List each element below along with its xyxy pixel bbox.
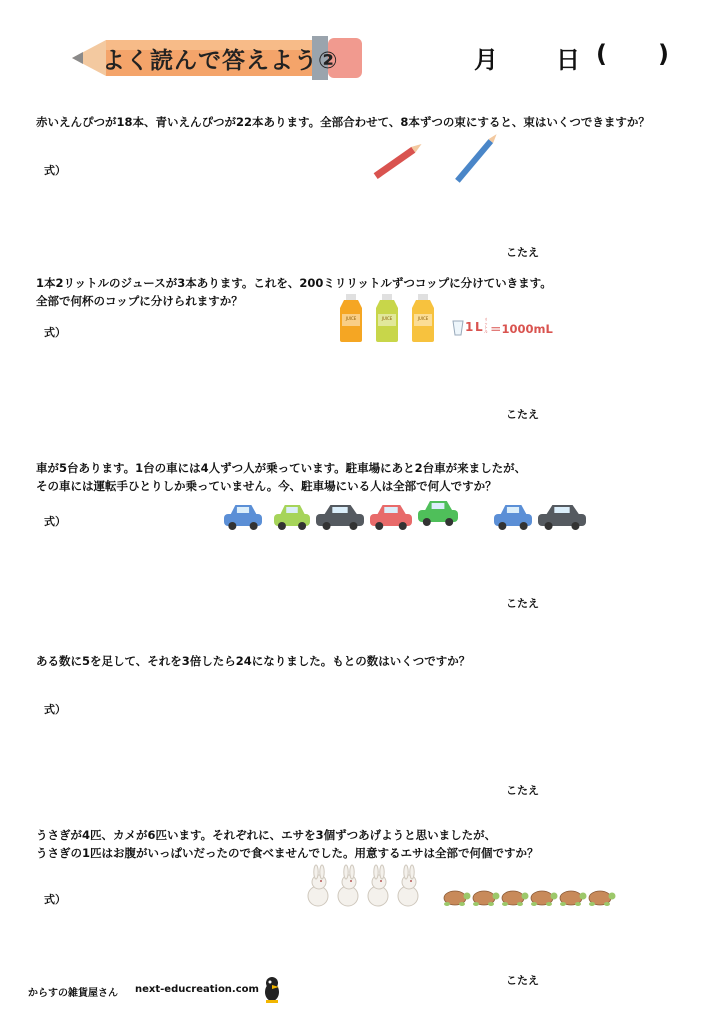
turtle-icon <box>531 891 558 906</box>
question-5-answer-label: こたえ <box>506 974 539 987</box>
crow-mascot-icon <box>262 976 282 1004</box>
question-1 <box>36 113 650 131</box>
title-banner <box>72 30 364 86</box>
day-label: 日 <box>556 46 580 74</box>
question-5-line-2: うさぎの1匹はお腹がいっぱいだったので食べませんでした。用意するエサは全部で何個ですか？ <box>36 846 539 860</box>
question-1-line-1: 赤いえんぴつが18本、青いえんぴつが22本あります。全部合わせて、8本ずつの束にすると、束はいくつできますか？ <box>36 115 650 129</box>
question-4-line-1: ある数に5を足して、それを3倍したら24になりました。もとの数はいくつですか？ <box>36 654 471 668</box>
turtle-icon <box>444 891 471 906</box>
footer-site: next-educreation.com <box>135 984 259 995</box>
question-4 <box>36 652 470 670</box>
rabbit-icon <box>338 865 358 906</box>
question-2-answer-label: こたえ <box>506 408 539 421</box>
cars-icon <box>220 498 592 532</box>
blue-pencil-icon <box>455 139 493 183</box>
month-label: 月 <box>474 46 498 74</box>
rabbit-icon <box>368 865 388 906</box>
cup-icon <box>452 320 464 336</box>
juice-label: JUICE <box>417 316 429 321</box>
juice-bottle-icon <box>340 294 362 342</box>
turtle-icon <box>589 891 616 906</box>
rabbit-icon <box>308 865 328 906</box>
question-4-formula-label: 式） <box>44 703 66 716</box>
question-3-line-1: 車が5台あります。1台の車には4人ずつ人が乗っています。駐車場にあと2台車が来ましたが、 <box>36 461 527 475</box>
juice-label: JUICE <box>345 316 357 321</box>
question-5 <box>36 826 539 862</box>
rabbit-icon <box>398 865 418 906</box>
turtle-icon <box>560 891 587 906</box>
page-title: よく読んで答えよう② <box>102 48 339 74</box>
footer-brand: からすの雑貨屋さん <box>28 988 118 999</box>
juice-bottles-icon <box>336 294 446 344</box>
car-icon <box>538 505 586 530</box>
juice-bottle-icon <box>412 294 434 342</box>
liter-note-number: 1 <box>465 320 474 334</box>
liter-note-equation: ＝1000mL <box>490 322 553 336</box>
car-icon <box>418 501 458 526</box>
question-3-formula-label: 式） <box>44 515 66 528</box>
weekday-paren-open: ( <box>596 40 607 68</box>
question-2-line-2: 全部で何杯のコップに分けられますか？ <box>36 294 243 308</box>
liter-note-ruby: リットル <box>484 317 488 334</box>
juice-bottle-icon <box>376 294 398 342</box>
question-2 <box>36 274 552 310</box>
liter-note-unit: L <box>475 320 483 334</box>
car-icon <box>316 505 364 530</box>
pencils-icon <box>372 138 502 188</box>
liter-note <box>452 318 562 338</box>
question-3-line-2: その車には運転手ひとりしか乗っていません。今、駐車場にいる人は全部で何人ですか？ <box>36 479 497 493</box>
question-2-formula-label: 式） <box>44 326 66 339</box>
animals-icon <box>306 866 626 912</box>
question-1-formula-label: 式） <box>44 164 66 177</box>
question-4-answer-label: こたえ <box>506 784 539 797</box>
juice-label: JUICE <box>381 316 393 321</box>
weekday-paren-close: ) <box>658 40 669 68</box>
car-icon <box>370 505 412 530</box>
question-5-line-1: うさぎが4匹、カメが6匹います。それぞれに、エサを3個ずつあげようと思いましたが、 <box>36 828 497 842</box>
car-icon <box>224 505 262 530</box>
question-5-formula-label: 式） <box>44 893 66 906</box>
car-icon <box>494 505 532 530</box>
question-1-answer-label: こたえ <box>506 246 539 259</box>
red-pencil-icon <box>374 147 416 179</box>
turtle-icon <box>473 891 500 906</box>
question-3 <box>36 459 526 495</box>
turtle-icon <box>502 891 529 906</box>
question-3-answer-label: こたえ <box>506 597 539 610</box>
car-icon <box>274 505 310 530</box>
question-2-line-1: 1本2リットルのジュースが3本あります。これを、200ミリリットルずつコップに分けていきます。 <box>36 276 552 290</box>
